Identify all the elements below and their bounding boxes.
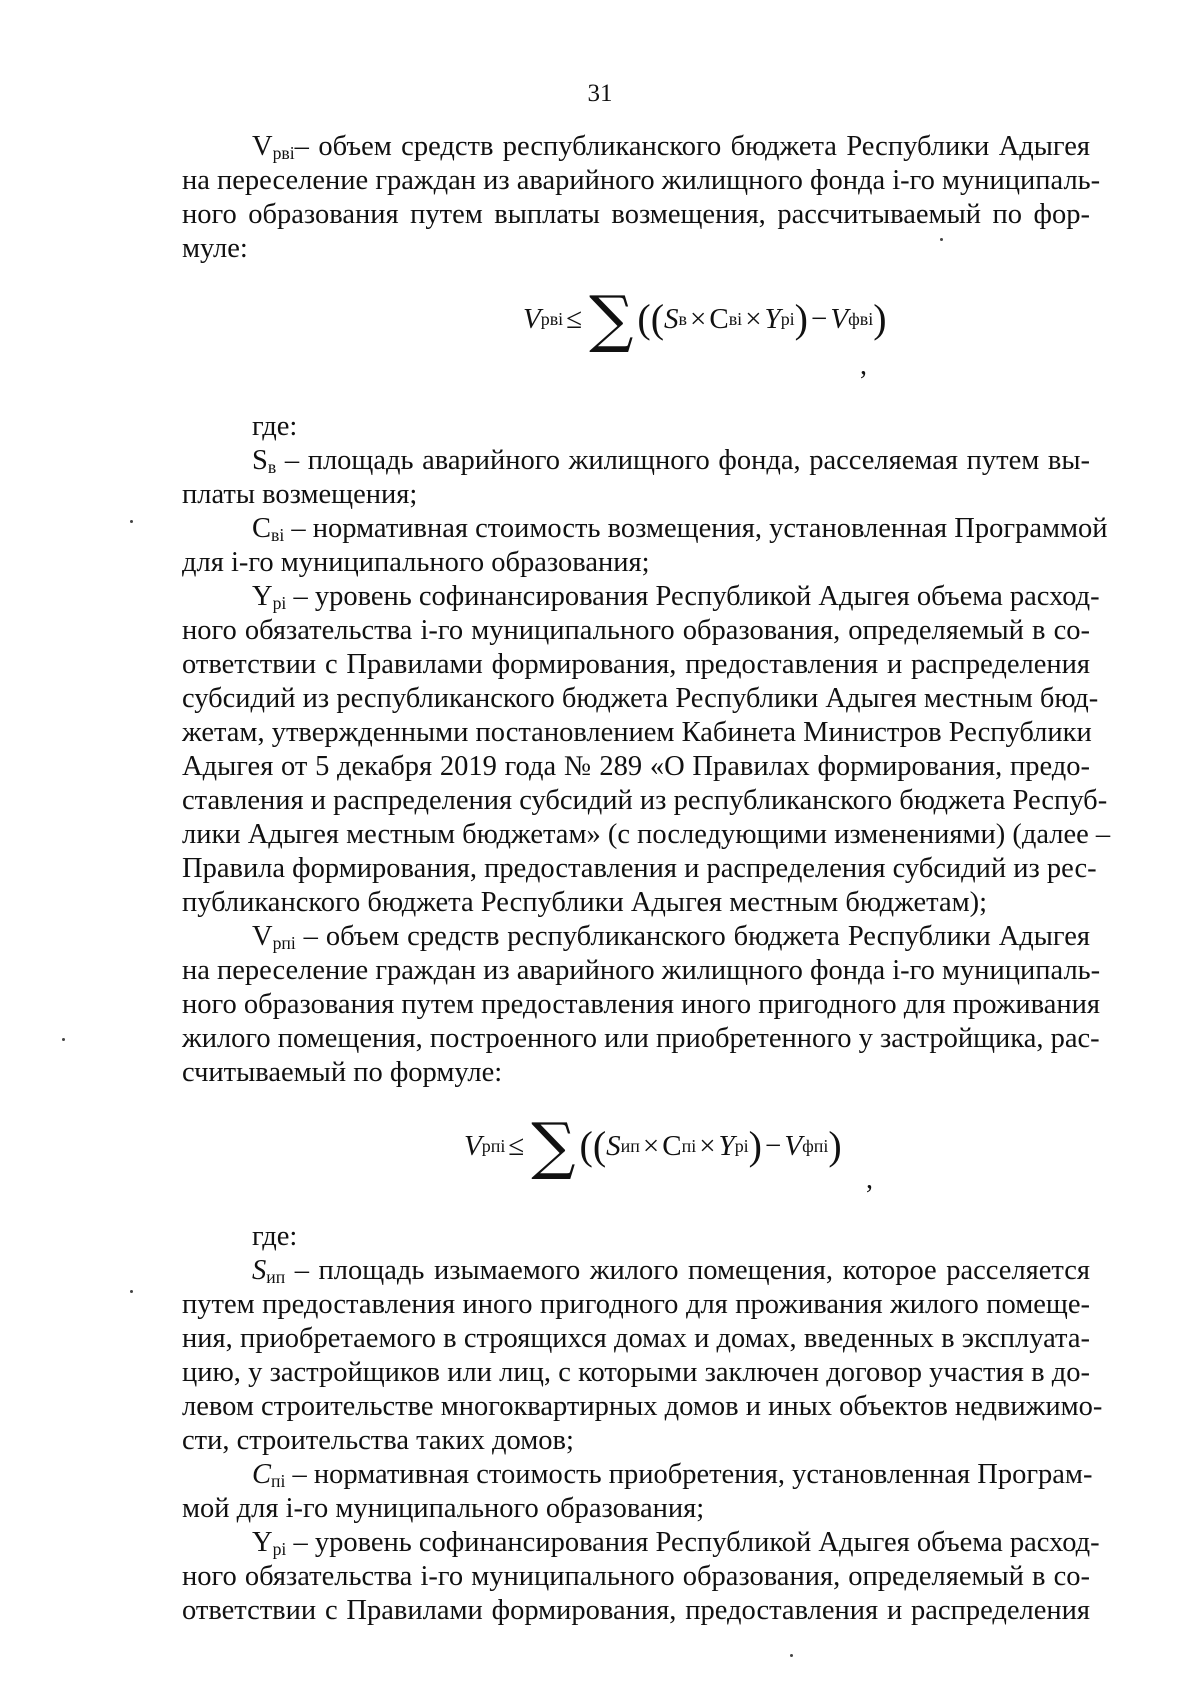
paragraph-ypi2-line-1 — [252, 1526, 1100, 1560]
formula1-times-1: × — [690, 302, 707, 335]
formula2-sigma: ∑ — [531, 1109, 576, 1182]
formula1-y: Y — [764, 302, 781, 335]
paragraph-sip-line-6: сти, строительства таких домов; — [182, 1425, 574, 1456]
paragraph-ypi1-line-5: жетам, утвержденными постановлением Кабинета Министров Республики — [182, 717, 1092, 748]
cvi-symbol-sub: вi — [271, 524, 285, 545]
vrvi-symbol-sub: рвi — [272, 142, 295, 163]
paragraph-cvi-line-1 — [252, 512, 1108, 546]
paragraph-ypi2-line-2: ного обязательства i-го муниципального образования, определяемый в со- — [182, 1561, 1090, 1592]
cpi-symbol-sub: пi — [271, 1470, 286, 1491]
paragraph-vrpi-line-4: жилого помещения, построенного или приобретенного у застройщика, рас- — [182, 1023, 1100, 1054]
scan-speck — [130, 1290, 133, 1293]
ypi1-symbol-sub: рi — [272, 592, 287, 613]
paragraph-vrpi-line-5: считываемый по формуле: — [182, 1057, 503, 1088]
paragraph-ypi1-line-9: Правила формирования, предоставления и распределения субсидий из рес- — [182, 853, 1097, 884]
paragraph-vrvi-line-4: муле: — [182, 233, 248, 264]
formula2-open: (( — [579, 1123, 607, 1168]
paragraph-sv-line-1 — [252, 444, 1090, 478]
paragraph-vrvi-line-1 — [252, 130, 1090, 164]
formula2-close-inner: ) — [748, 1123, 762, 1168]
formula1-comma: , — [860, 350, 867, 381]
sv-symbol-sub: в — [267, 456, 277, 477]
formula-vrpi: V рпi ≤ ∑ (( S ип × C пi × Y рi ) − V фпi ) — [464, 1109, 842, 1182]
paragraph-sip-line-5: левом строительстве многоквартирных домов и иных объектов недвижимо- — [182, 1391, 1103, 1422]
paragraph-ypi1-line-3: ответствии с Правилами формирования, предоставления и распределения — [182, 649, 1090, 680]
paragraph-ypi1-line-8: лики Адыгея местным бюджетам» (с последующими изменениями) (далее – — [182, 819, 1111, 850]
cvi-symbol: С — [252, 513, 272, 544]
formula1-close-inner: ) — [794, 296, 808, 341]
sip-symbol: S — [252, 1255, 267, 1286]
paragraph-ypi1-line-7: ставления и распределения субсидий из республиканского бюджета Респуб- — [182, 785, 1108, 816]
paragraph-sip-line-4: цию, у застройщиков или лиц, с которыми заключен договор участия в до- — [182, 1357, 1090, 1388]
vrpi-symbol-sub: рпi — [272, 932, 296, 953]
formula1-open: (( — [637, 296, 665, 341]
paragraph-ypi1-line-2: ного обязательства i-го муниципального образования, определяемый в со- — [182, 615, 1090, 646]
vrvi-text-1: – объем средств республиканского бюджета Республики Адыгея — [294, 131, 1090, 162]
vrvi-symbol: V — [252, 131, 273, 162]
formula2-close-outer: ) — [828, 1123, 842, 1168]
vrpi-symbol: V — [252, 921, 273, 952]
formula2-y: Y — [718, 1129, 735, 1162]
cpi-text-1: – нормативная стоимость приобретения, установленная Програм- — [285, 1459, 1093, 1490]
paragraph-ypi1-line-10: публиканского бюджета Республики Адыгея местным бюджетам); — [182, 887, 988, 918]
formula1-close-outer: ) — [873, 296, 887, 341]
sv-text-1: – площадь аварийного жилищного фонда, расселяемая путем вы- — [276, 445, 1090, 476]
gde-label-1: где: — [252, 411, 298, 442]
formula1-lhs: V — [523, 302, 541, 335]
formula2-minus: − — [765, 1129, 782, 1162]
formula2-lhs: V — [464, 1129, 482, 1162]
vrpi-text-1: – объем средств республиканского бюджета Республики Адыгея — [295, 921, 1090, 952]
ypi1-symbol: Y — [252, 581, 273, 612]
formula2-times-1: × — [642, 1129, 660, 1162]
formula2-v: V — [784, 1129, 803, 1162]
page-number: 31 — [587, 80, 613, 107]
formula1-times-2: × — [745, 302, 762, 335]
sv-symbol: S — [252, 445, 268, 476]
paragraph-vrvi-line-2: на переселение граждан из аварийного жилищного фонда i-го муниципаль- — [182, 165, 1101, 196]
formula1-c: C — [709, 302, 729, 335]
formula1-le: ≤ — [566, 302, 583, 335]
paragraph-vrvi-line-3: ного образования путем выплаты возмещения, рассчитываемый по фор- — [182, 199, 1090, 230]
paragraph-ypi2-line-3: ответствии с Правилами формирования, предоставления и распределения — [182, 1595, 1090, 1626]
formula2-times-2: × — [699, 1129, 716, 1162]
scan-speck — [790, 1654, 793, 1657]
paragraph-vrpi-line-3: ного образования путем предоставления иного пригодного для проживания — [182, 989, 1101, 1020]
paragraph-ypi1-line-1 — [252, 580, 1100, 614]
paragraph-cpi-line-1 — [252, 1458, 1093, 1492]
formula2-le: ≤ — [508, 1129, 525, 1162]
formula2-c: C — [662, 1129, 682, 1162]
formula2-s: S — [606, 1129, 621, 1162]
ypi2-symbol-sub: рi — [272, 1538, 287, 1559]
ypi1-text-1: – уровень софинансирования Республикой Адыгея объема расход- — [286, 581, 1100, 612]
formula1-v: V — [830, 302, 849, 335]
paragraph-vrpi-line-1 — [252, 920, 1090, 954]
cpi-symbol: С — [252, 1459, 272, 1490]
ypi2-symbol: Y — [252, 1527, 273, 1558]
scan-speck — [62, 1038, 65, 1041]
paragraph-cvi-line-2: для i-го муниципального образования; — [182, 547, 650, 578]
sip-symbol-sub: ип — [266, 1266, 286, 1287]
cvi-text-1: – нормативная стоимость возмещения, установленная Программой — [284, 513, 1108, 544]
ypi2-text-1: – уровень софинансирования Республикой Адыгея объема расход- — [286, 1527, 1100, 1558]
gde-label-2: где: — [252, 1221, 298, 1252]
formula1-sigma: ∑ — [589, 282, 634, 355]
formula-vrvi: V рвi ≤ ∑ (( S в × C вi × Y рi ) − V фвi ) — [523, 282, 887, 355]
scan-speck — [130, 520, 133, 523]
paragraph-ypi1-line-4: субсидий из республиканского бюджета Республики Адыгея местным бюд- — [182, 683, 1099, 714]
paragraph-sip-line-1 — [252, 1254, 1090, 1288]
paragraph-sip-line-2: путем предоставления иного пригодного для проживания жилого помеще- — [182, 1289, 1090, 1320]
paragraph-ypi1-line-6: Адыгея от 5 декабря 2019 года № 289 «О Правилах формирования, предо- — [182, 751, 1090, 782]
paragraph-cpi-line-2: мой для i-го муниципального образования; — [182, 1493, 705, 1524]
paragraph-sv-line-2: платы возмещения; — [182, 479, 418, 510]
paragraph-vrpi-line-2: на переселение граждан из аварийного жилищного фонда i-го муниципаль- — [182, 955, 1101, 986]
paragraph-sip-line-3: ния, приобретаемого в строящихся домах и домах, введенных в эксплуата- — [182, 1323, 1090, 1354]
sip-text-1: – площадь изымаемого жилого помещения, которое расселяется — [285, 1255, 1090, 1286]
scan-speck — [940, 238, 943, 241]
formula1-minus: − — [811, 302, 828, 335]
formula1-s: S — [664, 302, 679, 335]
formula2-comma: , — [866, 1164, 873, 1195]
